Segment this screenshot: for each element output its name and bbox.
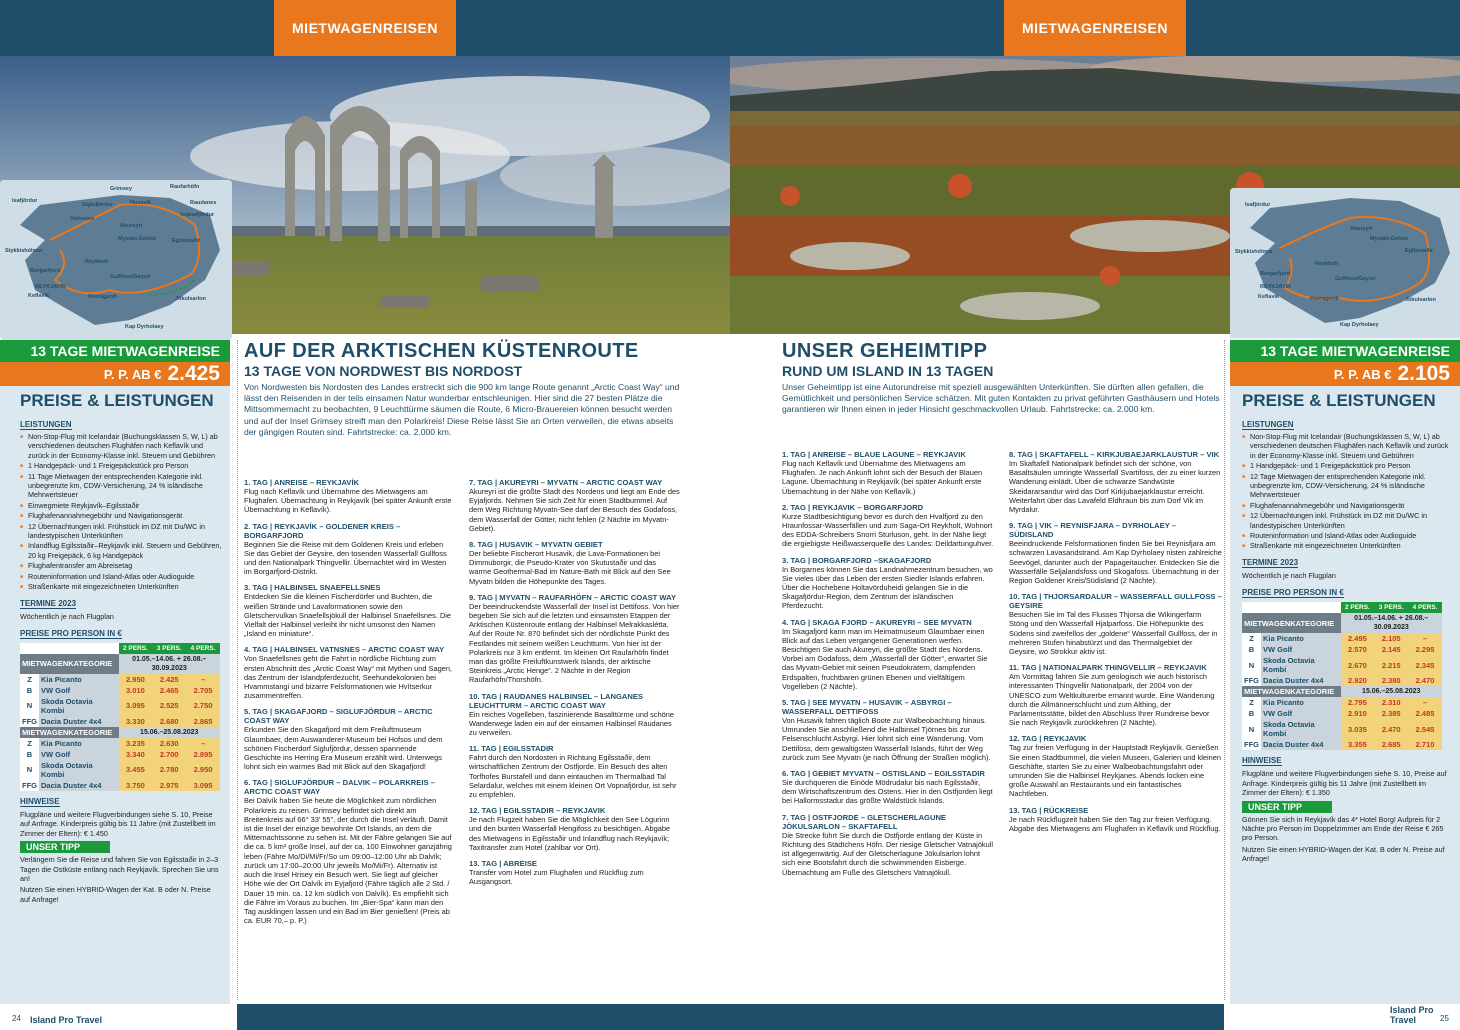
pers-header: 4 PERS. — [186, 643, 220, 654]
day-text: Transfer vom Hotel zum Flughafen und Rückflug zum Ausgangsort. — [469, 868, 644, 887]
car-model: Skoda Octavia Kombi — [1261, 655, 1341, 675]
day-heading: 10. TAG | THJORSARDALUR – WASSERFALL GULLFOSS – GEYSIRE — [1009, 592, 1222, 611]
day-heading: 4. TAG | HALBINSEL VATNSNES – ARCTIC COAST WAY — [244, 645, 445, 655]
itinerary-day — [469, 692, 680, 738]
season-label: 15.06.–25.08.2023 — [119, 727, 221, 738]
map-label: Husavik — [130, 200, 152, 206]
car-model: Kia Picanto — [39, 674, 119, 685]
page-number: 24 — [12, 1014, 21, 1023]
article-title: AUF DER ARKTISCHEN KÜSTENROUTE — [244, 340, 639, 362]
price-row — [20, 749, 220, 760]
itinerary-day — [244, 583, 455, 638]
map-label: Borgarfjord — [1260, 271, 1291, 277]
hinweise-label: HINWEISE — [1242, 756, 1282, 766]
leistung-item: ■ Non-Stop-Flug mit Icelandair (Buchungsklassen S, W, L) ab verschiedenen deutschen Flughäfen nach Keflavík und zurück in der Economy-Klasse inkl. Steuern und Gebühren — [1242, 432, 1452, 460]
day-heading: 13. TAG | RÜCKREISE — [1009, 805, 1089, 815]
map-label: Hveragerdi — [88, 294, 117, 300]
map-label: Isafjördur — [12, 198, 38, 204]
day-heading: 11. TAG | EGILSSTADIR — [469, 744, 554, 754]
price-row — [1242, 708, 1442, 719]
day-heading: 4. TAG | SKAGA FJORD – AKUREYRI – SEE MYVATN — [782, 617, 972, 627]
article-intro: Von Nordwesten bis Nordosten des Landes erstreckt sich die 900 km lange Route genannt „Arctic Coast Way“ und lässt den Reisenden in der teils einsamen Natur wunderbar entschleunigen. Hier sind die 27 besten Plätze die Mittsommernacht zu beobachten, 9 Leuchttürme säumen die Route, 6 Micro-Brauereien können besucht werden und auf der Insel Grimsey streift man den Polarkreis! Diese Reise lässt Sie an Orten verweilen, die etwas abseits der gängigen Routen sind. Fahrtstrecke: ca. 2.000 km. — [244, 382, 680, 437]
day-heading: 9. TAG | MYVATN – RAUFARHÖFN – ARCTIC COAST WAY — [469, 592, 677, 602]
itinerary-day — [244, 645, 455, 700]
tipp-text-2: Nutzen Sie einen HYBRID-Wagen der Kat. B oder N. Preise auf Anfrage! — [20, 885, 211, 904]
trip-type-banner: 13 TAGE MIETWAGENREISE — [0, 340, 230, 362]
day-text: Beginnen Sie die Reise mit dem Goldenen Kreis und erleben Sie das Gebiet der Geysire, den tosenden Wasserfall Gullfoss und den Nationalpark Thingvellir. Übernachtet wird im Westen im Borgarfjord-Distrikt. — [244, 539, 447, 577]
itinerary-day — [469, 806, 680, 852]
day-text: Die Strecke führt Sie durch die Ostfjorde entlang der Küste in Richtung des Städtchens Höfn. Der riesige Gletscher Vatnajökull ist allgegenwärtig. Auf der Gletscherlagune Jökulsarlon lohnt sich eine Bootsfahrt durch die schwimmenden Eisberge. Übernachtung am Fuße des Gletschers Vatnajökull. — [782, 830, 994, 877]
day-text: Kurze Stadtbesichtigung bevor es durch den Hvalfjord zu den Hraunfossar-Wasserfällen und zum Saga-Ort Reykholt, Wohnort des EDDA-Schreibers Snorri Sturluson, geht. In der Nähe liegt die ergiebigste Heißwasserquelle des Landes: Deildartunguhver. — [782, 511, 994, 549]
itinerary-column — [1009, 450, 1222, 884]
map-label: Stykkishólmur — [5, 248, 43, 254]
itinerary-column — [469, 478, 680, 932]
leistung-item: ■ Straßenkarte mit eingezeichneten Unterkünften — [20, 582, 222, 591]
day-heading: 2. TAG | REYKJAVIK – BORGARFJORD — [782, 502, 924, 512]
price-row — [20, 760, 220, 780]
price-table — [1230, 582, 1460, 750]
category-code: N — [20, 760, 39, 780]
tipp-text-2: Nutzen Sie einen HYBRID-Wagen der Kat. B oder N. Preise auf Anfrage! — [1242, 844, 1445, 864]
termine-text: Wöchentlich je nach Flugplan — [20, 611, 114, 621]
kategorie-header: MIETWAGENKATEGORIE — [20, 654, 119, 674]
day-text: Im Skaftafell Nationalpark befindet sich der schöne, von Basaltsäulen umringte Wasserfall Svartifoss, der zu einer kurzen Wanderung einlädt. Über die schwarze Sandwüste Skeidararsandur wird das Dorf Kirkjubaejarklaustur erreicht. Weiterfahrt über das Lavafeld Eldhraun bis zum Dorf Vik im Myrdalur. — [1009, 459, 1221, 515]
map-label: Kap Dyrholaey — [1340, 322, 1379, 328]
right-itinerary — [782, 450, 1222, 884]
price-row — [20, 716, 220, 727]
itinerary-day — [782, 618, 995, 691]
tipp-text: Gönnen Sie sich in Reykjavík das 4* Hotel Borg! Aufpreis für 2 Nächte pro Person im Doppelzimmer am Ende der Reise € 265 pro Person. — [1242, 814, 1444, 843]
price-row — [20, 780, 220, 791]
hinweise-text: Flugpläne und weitere Flugverbindungen siehe S. 10, Preise auf Anfrage. Kinderpreis gültig bis 11 Jahre (mit Zustellbett im Zimmer der Eltern): € 1.450 — [20, 809, 216, 838]
price-cell: 2.705 — [186, 685, 220, 696]
day-heading: 7. TAG | OSTFJORDE – GLETSCHERLAGUNE JÖKULSARLON – SKAFTAFELL — [782, 812, 946, 831]
category-code: B — [20, 685, 39, 696]
category-code: Z — [1242, 697, 1261, 708]
category-code: Z — [1242, 633, 1261, 644]
price-cell: 2.950 — [186, 760, 220, 780]
leistung-item: ■ Routeninformation und Island-Atlas oder Audioguide — [20, 572, 222, 581]
day-heading: 2. TAG | REYKJAVÍK – GOLDENER KREIS – BORGARFJORD — [244, 521, 401, 540]
price-cell: 2.470 — [1374, 719, 1408, 739]
day-heading: 5. TAG | SEE MYVATN – HUSAVIK – ASBYRGI – WASSERFALL DETTIFOSS — [782, 698, 952, 717]
itinerary-column — [244, 478, 455, 932]
itinerary-column — [782, 450, 995, 884]
leistungen-label: LEISTUNGEN — [20, 420, 72, 429]
leistung-item: ■ Flughafenannahmegebühr und Navigationsgerät — [20, 511, 222, 520]
map-label: Reykholt — [85, 259, 109, 265]
kategorie-header: MIETWAGENKATEGORIE — [1242, 686, 1341, 697]
leistung-item: ■ 1 Handgepäck- und 1 Freigepäckstück pro Person — [1242, 461, 1452, 470]
day-text: Von Snaefellsnes geht die Fahrt in nördliche Richtung zum ersten Abschnitt des „Arctic Coast Way“ mit Mythen und Sagen, das Zentrum der Islandpferdezucht, Seehundekolonien bei Hvammstangi und bizarre Felsformationen wie Hvítserkur zusammentreffen. — [244, 654, 452, 701]
day-heading: 12. TAG | REYKJAVIK — [1009, 734, 1087, 744]
map-label: Akureyri — [120, 223, 143, 229]
pers-header: 2 PERS. — [119, 643, 153, 654]
category-code: N — [1242, 719, 1261, 739]
day-text: Flug nach Keflavík und Übernahme des Mietwagens am Flughafen. Je nach Ankunft lohnt sich der Besuch der Blauen Lagune. Übernachtung in Reykjavík (bei später Ankunft erste Übernachtung in der Nähe von Keflavík.) — [782, 459, 983, 496]
leistung-item: ■ Straßenkarte mit eingezeichneten Unterkünften — [1242, 541, 1452, 550]
price-cell: 2.795 — [1341, 697, 1375, 708]
preis-label: PREISE PRO PERSON IN € — [1242, 588, 1344, 598]
price-cell: 2.525 — [152, 696, 186, 716]
category-code: FFG — [22, 716, 37, 726]
day-heading: 1. TAG | ANREISE – BLAUE LAGUNE – REYKJAVIK — [782, 450, 966, 459]
brand-logo: Island Pro Travel — [1390, 1005, 1434, 1025]
map-label: Myvatn-Gebiet — [1370, 236, 1408, 242]
tipp-text: Verlängern Sie die Reise und fahren Sie von Egilsstaðir in 2–3 Tagen die Ostküste entlang nach Reykjavík. Sprechen Sie uns an! — [20, 855, 219, 883]
price-cell: 2.920 — [1341, 675, 1375, 686]
price-grid — [20, 643, 220, 791]
day-text: Je nach Rückflugzeit haben Sie den Tag zur freien Verfügung. Abgabe des Mietwagens am Flughafen in Keflavík und Rückflug. — [1009, 814, 1221, 833]
price-value: 2.105 — [1397, 362, 1450, 385]
price-row — [1242, 697, 1442, 708]
pers-header: 4 PERS. — [1408, 602, 1442, 613]
price-cell: 2.345 — [1408, 655, 1442, 675]
itinerary-day — [244, 778, 455, 925]
category-code: B — [1242, 708, 1261, 719]
price-row — [1242, 719, 1442, 739]
map-label: Hveragerdi — [1310, 296, 1339, 302]
car-model: VW Golf — [1261, 708, 1341, 719]
leistung-item: ■ Routeninformation und Island-Atlas oder Audioguide — [1242, 531, 1452, 540]
category-code: FFG — [1244, 740, 1259, 750]
price-cell: 2.485 — [1408, 708, 1442, 719]
price-cell: 3.340 — [119, 749, 153, 760]
category-code: N — [20, 696, 39, 716]
itinerary-day — [1009, 592, 1222, 656]
route-map-right — [1230, 188, 1460, 348]
price-cell: – — [1408, 633, 1442, 644]
map-label: Gullfoss/Geysir — [1335, 276, 1376, 282]
price-cell: 2.495 — [1341, 633, 1375, 644]
car-model: Skoda Octavia Kombi — [1261, 719, 1341, 739]
footer-bar — [237, 1004, 730, 1030]
price-cell: 2.975 — [152, 780, 186, 791]
pers-header: 2 PERS. — [1341, 602, 1375, 613]
page-number: 25 — [1440, 1014, 1449, 1023]
map-label: REYKJAVIK — [1260, 284, 1292, 290]
hinweise-text: Flugpläne und weitere Flugverbindungen siehe S. 10, Preise auf Anfrage. Kinderpreis gültig bis 11 Jahre (mit Zustellbett im Zimmer der Eltern): € 1.350 — [1242, 769, 1447, 798]
car-model: Dacia Duster 4x4 — [39, 716, 119, 727]
price-cell: 2.380 — [1374, 675, 1408, 686]
tipp-label: UNSER TIPP — [1242, 801, 1332, 813]
day-text: Am Vormittag fahren Sie zum geologisch wie auch historisch interessanten Thingvellir Nationalpark, der 2004 von der UNESCO zum Weltkulturerbe ernannt wurde. Eine Wanderung durch die Allmännerschlucht und zum Althing, der Parlamentsstätte, bildet den Abschluss Ihrer Rundreise bevor Sie nach Reykjavík zurückkehren (2 Nächte). — [1009, 672, 1215, 728]
price-banner: P. P. AB € 2.105 — [1230, 362, 1460, 386]
price-row — [20, 696, 220, 716]
termine-label: TERMINE 2023 — [20, 598, 77, 608]
article-subtitle: RUND UM ISLAND IN 13 TAGEN — [782, 363, 994, 379]
map-label: Jökulsarlon — [175, 296, 206, 302]
day-heading: 1. TAG | ANREISE – REYKJAVÍK — [244, 478, 360, 487]
section-title: PREISE & LEISTUNGEN — [20, 391, 214, 410]
preis-label: PREISE PRO PERSON IN € — [20, 628, 122, 638]
price-grid — [1242, 602, 1442, 750]
day-text: Flug nach Keflavík und Übernahme des Mietwagens am Flughafen. Übernachtung in Reykjavík (bei später Ankunft erste Übernachtung in Keflavík). — [244, 487, 452, 515]
day-heading: 13. TAG | ABREISE — [469, 859, 537, 869]
map-label: Keflavik — [1258, 294, 1280, 300]
map-label: REYKJAVIK — [35, 284, 67, 290]
map-label: Kap Dyrholaey — [125, 324, 164, 330]
leistung-item: ■ Non-Stop-Flug mit Icelandair (Buchungsklassen S, W, L) ab verschiedenen deutschen Flughäfen nach Keflavík und zurück in der Economy-Klasse inkl. Steuern und Gebühren — [20, 432, 222, 460]
price-cell: 2.950 — [119, 674, 153, 685]
article-intro: Unser Geheimtipp ist eine Autorundreise mit speziell ausgewählten Unterkünften. Sie dürften allen gefallen, die Gemütlichkeit und persönlichen Service schätzen. Mit guten Kontakten zu privat geführten Gasthäusern und Hotels garantieren wir Ihnen einen in jeder Hinsicht geschmackvollen Urlaub. Fahrtstrecke: ca. 2.000 km. — [782, 382, 1220, 415]
price-cell: 2.465 — [152, 685, 186, 696]
itinerary-day — [469, 478, 680, 533]
price-cell: 2.910 — [1341, 708, 1375, 719]
price-cell: 2.630 — [152, 738, 186, 749]
itinerary-day — [1009, 450, 1222, 514]
kategorie-header: MIETWAGENKATEGORIE — [20, 727, 119, 738]
day-heading: 3. TAG | BORGARFJORD –SKAGAFJORD — [782, 555, 932, 565]
kategorie-header: MIETWAGENKATEGORIE — [1242, 613, 1341, 633]
day-heading: 9. TAG | VIK – REYNISFJARA – DYRHOLAEY – SÜDISLAND — [1009, 521, 1176, 540]
leistung-item: ■ Inlandflug Egilsstaðir–Reykjavík inkl. Steuern und Gebühren, 20 kg Freigepäck, 6 kg Handgepäck — [20, 541, 222, 560]
map-label: Isafjördur — [1245, 202, 1271, 208]
day-heading: 6. TAG | GEBIET MYVATN – OSTISLAND – EGILSSTADIR — [782, 769, 985, 779]
day-text: Akureyri ist die größte Stadt des Nordens und liegt am Ende des Eyjafjords. Nehmen Sie sich Zeit für einen Stadtbummel. Auf dem Weg Richtung Myvatn-See darf der Besuch des Godafoss, dem Wasserfall der Götter, nicht fehlen (2 Nächte im Myvatn-Gebiet). — [469, 487, 680, 533]
price-cell: 2.710 — [1408, 739, 1442, 750]
day-text: Beeindruckende Felsformationen finden Sie bei Reynisfjara am schwarzen Lavasandstrand. Am Kap Dyrholaey nisten zahlreiche Seevögel, darunter auch der Papageitaucher. Entdecken Sie die Wasserfälle Seljalandsfoss und Skogafoss. Übernachtung in der Region Goldener Kreis/Südisland (2 Nächte). — [1009, 539, 1222, 586]
category-code: FFG — [22, 780, 37, 790]
leistung-item: ■ 12 Übernachtungen inkl. Frühstück im DZ mit Du/WC in landestypischen Unterkünften — [20, 522, 222, 541]
map-label: Raudanes — [190, 200, 217, 206]
price-row — [20, 738, 220, 749]
price-cell: – — [186, 738, 220, 749]
car-model: Kia Picanto — [39, 738, 119, 749]
price-row — [1242, 633, 1442, 644]
category-code: FFG — [1244, 676, 1259, 686]
price-table — [0, 623, 230, 791]
car-model: Dacia Duster 4x4 — [1261, 739, 1341, 750]
map-label: Stykkishólmur — [1235, 249, 1273, 255]
footer-bar — [730, 1004, 1224, 1030]
price-cell: 2.145 — [1374, 644, 1408, 655]
price-cell: 2.215 — [1374, 655, 1408, 675]
price-cell: 2.750 — [186, 696, 220, 716]
season-label: 01.05.–14.06. + 26.08.–30.09.2023 — [119, 654, 221, 674]
price-cell: 3.330 — [119, 716, 153, 727]
price-cell: 2.670 — [1341, 655, 1375, 675]
left-itinerary — [244, 478, 680, 932]
map-label: Grimsey — [110, 186, 133, 192]
price-cell: 3.355 — [1341, 739, 1375, 750]
map-label: Egilsstaðir — [1405, 248, 1434, 254]
tipp-label: UNSER TIPP — [20, 841, 110, 853]
day-text: In Borgarnes können Sie das Landnahmezentrum besuchen, wo Sie vieles über das Leben der ersten Siedler Islands erfahren. Über die Hochebene Holtavörduheidi gelangen Sie in die Skagafjördur-Region, dem Zentrum der isländischen Pferdezucht. — [782, 564, 993, 611]
category-tab: MIETWAGENREISEN — [1004, 0, 1186, 56]
table-blank — [39, 643, 119, 654]
itinerary-day — [244, 478, 455, 515]
price-row — [20, 674, 220, 685]
hinweise-label: HINWEISE — [20, 796, 60, 806]
category-code: Z — [20, 738, 39, 749]
day-heading: 5. TAG | SKAGAFJORD – SIGLUFJÖRDUR – ARCTIC COAST WAY — [244, 707, 433, 726]
price-cell: 3.035 — [1341, 719, 1375, 739]
price-cell: 2.780 — [152, 760, 186, 780]
price-cell: 2.570 — [1341, 644, 1375, 655]
itinerary-day — [244, 522, 455, 577]
table-corner — [20, 643, 39, 654]
itinerary-day — [1009, 806, 1222, 833]
season-label: 01.05.–14.06. + 26.08.–30.09.2023 — [1341, 613, 1443, 633]
day-text: Sie durchqueren die Einöde Mödrudalur bis nach Egilsstaðir, dem Wirtschaftszentrum des Ostens. Hier in den Ostfjorden liegt bei Hallormsstadur das größte Waldstück Islands. — [782, 778, 993, 806]
car-model: Dacia Duster 4x4 — [39, 780, 119, 791]
day-text: Ein reiches Vogelleben, faszinierende Basalttürme und schöne Wanderwege laden ein auf der einsamen Halbinsel Raudanes zu verweilen. — [469, 709, 675, 738]
price-banner: P. P. AB € 2.425 — [0, 362, 230, 386]
itinerary-day — [782, 813, 995, 877]
itinerary-day — [1009, 734, 1222, 798]
price-cell: 2.680 — [152, 716, 186, 727]
day-text: Fahrt durch den Nordosten in Richtung Egilsstaðir, dem wirtschaftlichen Zentrum der Ostfjorde. Ein Besuch des alten Torfhofes Burstafell und dann eintauchen im Thermalbad Tal Selardalur, welches mit einem kleinen Ort Vopnafjördur, ist sehr zu empfehlen. — [469, 753, 677, 800]
day-text: Der beliebte Fischerort Husavik, die Lava-Formationen bei Dimmuborgir, die Pseudo-Krater von Skutustaðir und das warme Geothermal-Bad im Nature-Bath mit Blick auf den See Myvatn bilden die Höhepunkte des Tages. — [469, 549, 671, 586]
itinerary-day — [469, 593, 680, 685]
itinerary-day — [1009, 663, 1222, 727]
day-heading: 8. TAG | SKAFTAFELL – KIRKJUBAEJARKLAUSTUR – VIK — [1009, 450, 1220, 459]
price-cell: 2.470 — [1408, 675, 1442, 686]
price-cell: 3.235 — [119, 738, 153, 749]
itinerary-day — [782, 450, 995, 496]
map-label: Vatnsnes — [70, 216, 95, 222]
leistung-item: ■ Einwegmiete Reykjavík–Egilsstaðir — [20, 501, 222, 510]
price-cell: 2.865 — [186, 716, 220, 727]
leistung-item: ■ 11 Tage Mietwagen der entsprechenden Kategorie inkl. unbegrenzte km, CDW-Versicherung, 24 % isländische Mehrwertsteuer — [20, 472, 222, 500]
table-blank — [1261, 602, 1341, 613]
leistung-item: ■ Flughafentransfer am Abreisetag — [20, 561, 222, 570]
day-text: Von Husavik fahren täglich Boote zur Walbeobachtung hinaus. Umrunden Sie anschließend die Halbinsel Tjörnes bis zur Felsenschlucht Asbyrgi. Hier lohnt sich eine Wanderung. Vom Dettifoss, dem gewaltigsten Wasserfall Islands, führt der Weg zurück zum See Myvatn (je nach Öffnung der Straßen möglich). — [782, 716, 991, 762]
day-heading: 11. TAG | NATIONALPARK THINGVELLIR – REYKJAVIK — [1009, 663, 1207, 673]
day-text: Je nach Flugzeit haben Sie die Möglichkeit den See Lögurinn und den bunten Wasserfall Hengifoss zu besichtigen. Abgabe des Mietwagens in Egilsstaðir und Inlandflug nach Reykjavík; Taxitransfer zum Hotel (zahlbar vor Ort). — [469, 815, 671, 852]
category-tab: MIETWAGENREISEN — [274, 0, 456, 56]
pers-header: 3 PERS. — [152, 643, 186, 654]
category-code: B — [1242, 644, 1261, 655]
price-cell: 2.105 — [1374, 633, 1408, 644]
price-row — [1242, 644, 1442, 655]
leistung-item: ■ Flughafenannahmegebühr und Navigationsgerät — [1242, 501, 1452, 510]
car-model: Skoda Octavia Kombi — [39, 760, 119, 780]
day-heading: 6. TAG | SIGLUFJÖRDUR – DALVIK – POLARKREIS – ARCTIC COAST WAY — [244, 778, 435, 797]
map-label: Raufarhöfn — [170, 184, 200, 190]
itinerary-day — [469, 540, 680, 586]
itinerary-day — [469, 744, 680, 799]
price-cell: 3.095 — [119, 696, 153, 716]
map-label: Egilsstaðir — [172, 238, 201, 244]
car-model: Kia Picanto — [1261, 697, 1341, 708]
price-value: 2.425 — [167, 362, 220, 385]
day-text: Der beeindruckendste Wasserfall der Insel ist Dettifoss. Von hier begeben Sie sich auf die letzten und einsamsten Etappen der Arktischen Küstenroute entlang der Halbinsel Melrakkaslétta. Auf der Route Nr. 870 befindet sich der nördlichste Punkt des Festlandes mit seinem weißen Leuchtturm. Von hier ist der Polarkreis nur 3 km entfernt. Im kleinen Ort Raufarhöfn findet man das größte Freiluftkunstwerk Islands, der arktische Steinkreis „Arctic Henge“. 2 Nächte in der Region Raufarhöfn/Thorshöfn. — [469, 601, 680, 685]
map-label: Myvatn-Gebiet — [118, 236, 156, 242]
map-label: Borgarfjord — [30, 268, 61, 274]
price-cell: 2.700 — [152, 749, 186, 760]
price-cell: 2.295 — [1408, 644, 1442, 655]
price-cell: 3.010 — [119, 685, 153, 696]
article-title: UNSER GEHEIMTIPP — [782, 340, 988, 362]
table-corner — [1242, 602, 1261, 613]
brand-logo: Island Pro Travel — [30, 1015, 103, 1025]
price-row — [1242, 655, 1442, 675]
map-label: Akureyri — [1350, 226, 1373, 232]
price-cell: – — [1408, 697, 1442, 708]
price-cell: 2.685 — [1374, 739, 1408, 750]
right-page — [730, 0, 1460, 1030]
price-cell: 2.385 — [1374, 708, 1408, 719]
section-title: PREISE & LEISTUNGEN — [1242, 391, 1436, 410]
car-model: Skoda Octavia Kombi — [39, 696, 119, 716]
day-text: Erkunden Sie den Skagafjord mit dem Freiluftmuseum Glaumbaer, dem Auswanderer-Museum bei Hofsos und dem schönen Fischerdorf Siglufjördur, dessen spannende Geschichte ins Herring Era Museum erzählt wird. Unterwegs lohnt sich ein warmes Bad mit Blick auf den Skagafjord! — [244, 725, 443, 772]
termine-text: Wöchentlich je nach Flugplan — [1242, 570, 1336, 580]
map-label: Gullfoss/Geysir — [110, 274, 151, 280]
season-label: 15.06.–25.08.2023 — [1341, 686, 1443, 697]
leistungen-list — [20, 432, 222, 592]
leistungen-list — [1242, 432, 1452, 551]
map-label: Jökulsarlon — [1405, 297, 1436, 303]
itinerary-day — [244, 707, 455, 771]
price-cell: 2.425 — [152, 674, 186, 685]
article-subtitle: 13 TAGE VON NORDWEST BIS NORDOST — [244, 363, 523, 379]
day-heading: 10. TAG | RAUDANES HALBINSEL – LANGANES LEUCHTTURM – ARCTIC COAST WAY — [469, 691, 643, 710]
car-model: VW Golf — [39, 749, 119, 760]
price-cell: 3.750 — [119, 780, 153, 791]
car-model: VW Golf — [1261, 644, 1341, 655]
car-model: Kia Picanto — [1261, 633, 1341, 644]
car-model: Dacia Duster 4x4 — [1261, 675, 1341, 686]
itinerary-day — [782, 698, 995, 762]
itinerary-day — [782, 556, 995, 611]
category-code: Z — [20, 674, 39, 685]
price-cell: – — [186, 674, 220, 685]
itinerary-day — [1009, 521, 1222, 585]
day-text: Bei Dalvík haben Sie heute die Möglichkeit zum nördlichen Polarkreis zu reisen. Grimsey befindet sich direkt am Breitenkreis auf 66° 33' 55", der durch die Insel verläuft. Damit ist die Insel der einzige bewohnte Ort Islands, an dem die Mitternachtssonne zu sehen ist. Mit der Fähre gelangen Sie auf die ca. 5 km² große Insel, auf der ca. 100 Einwohner ganzjährig leben (Fähre Mo/Di/Mi/Fr/So um 09:00–12:00 Uhr ab Dalvík; zurück um 17:00–20:00 Uhr jeweils Mo/Mi/Fr). Alternativ ist auch die Insel Hrisey ein Besuch wert. Sie liegt auf gleicher Höhe wie der Ort Dalvík im Eyjafjord (Fähre täglich alle 2 Std. / Dauer 15 min. ca. 12 km südlich von Dalvík). Es empfiehlt sich die Fähre im Voraus zu buchen. Im „Bier-Spa“ kann man den Tag ausklingen lassen und ein Bad im Bier genießen! (Preis ab ca. EUR 70,– p. P.) — [244, 796, 452, 926]
day-text: Entdecken Sie die kleinen Fischerdörfer und Buchten, die weißen Strände und Lavaformationen sowie den Gletschervulkan Snaefellsjökull der Halbinsel Snaefellsnes. Die Vielfalt der Halbinsel verleiht ihr nicht umsonst den Namen „Island en miniature“. — [244, 592, 452, 639]
price-cell: 2.310 — [1374, 697, 1408, 708]
termine-label: TERMINE 2023 — [1242, 557, 1299, 567]
map-label: Keflavik — [28, 293, 50, 299]
price-sidebar — [0, 340, 230, 1004]
itinerary-day — [782, 769, 995, 806]
day-text: Im Skagafjord kann man im Heimatmuseum Glaumbaer einen Blick auf das Leben vergangener Generationen werfen. Besichtigen Sie auch Akureyri, die größte Stadt des Nordens. Vorbei am Godafoss, dem „Wasserfall der Götter“, erwartet Sie das Myvatn-Gebiet mit seinen Pseudokratern, dampfenden Erdspalten, fruchtbaren grünen Ebenen und vielfältigem Vogelleben (2 Nächte). — [782, 626, 988, 691]
itinerary-day — [782, 503, 995, 549]
day-text: Besuchen Sie im Tal des Flusses Thjorsa die Wikingerfarm Stöng und den Wasserfall Hjalparfoss. Die Höhepunkte des Südens sind zweifellos der „goldene“ Wasserfall Gullfoss, der in mehreren Stufen hinabstürzt und das Thermalgebiet der Geysire, wo Strokkur aktiv ist. — [1009, 610, 1218, 657]
map-label: Vopnafjördur — [180, 212, 215, 218]
leistung-item: ■ 1 Handgepäck- und 1 Freigepäckstück pro Person — [20, 461, 222, 470]
trip-type-banner: 13 TAGE MIETWAGENREISE — [1230, 340, 1460, 362]
leistung-item: ■ 12 Übernachtungen inkl. Frühstück im DZ mit Du/WC in landestypischen Unterkünften — [1242, 511, 1452, 530]
price-cell: 3.095 — [186, 780, 220, 791]
itinerary-day — [469, 859, 680, 886]
price-sidebar — [1230, 340, 1460, 1004]
price-cell: 2.895 — [186, 749, 220, 760]
map-label: Reykholt — [1315, 261, 1339, 267]
price-row — [1242, 675, 1442, 686]
day-text: Tag zur freien Verfügung in der Hauptstadt Reykjavík. Genießen Sie einen Stadtbummel, die vielen Museen, Galerien und kleinen Geschäfte, starten Sie zu einer Walbeobachtungsfahrt oder umrunden Sie die Halbinsel Reykjanes. Abends locken eine große Auswahl an Restaurants und ein fantastisches Nachtleben. — [1009, 743, 1221, 799]
day-heading: 12. TAG | EGILSSTADIR – REYKJAVIK — [469, 806, 606, 816]
leistung-item: ■ 12 Tage Mietwagen der entsprechenden Kategorie inkl. unbegrenzte km, CDW-Versicherung, 24 % isländische Mehrwertsteuer — [1242, 472, 1452, 500]
price-row — [1242, 739, 1442, 750]
day-heading: 8. TAG | HUSAVIK – MYVATN GEBIET — [469, 540, 603, 550]
category-code: N — [1242, 655, 1261, 675]
price-row — [20, 685, 220, 696]
car-model: VW Golf — [39, 685, 119, 696]
category-code: B — [20, 749, 39, 760]
route-map-left — [0, 180, 232, 340]
day-heading: 3. TAG | HALBINSEL SNAEFELLSNES — [244, 583, 381, 593]
pers-header: 3 PERS. — [1374, 602, 1408, 613]
price-cell: 2.545 — [1408, 719, 1442, 739]
day-heading: 7. TAG | AKUREYRI – MYVATN – ARCTIC COAST WAY — [469, 478, 663, 487]
map-label: Siglufjördur — [82, 202, 114, 208]
leistungen-label: LEISTUNGEN — [1242, 420, 1294, 429]
price-cell: 3.455 — [119, 760, 153, 780]
